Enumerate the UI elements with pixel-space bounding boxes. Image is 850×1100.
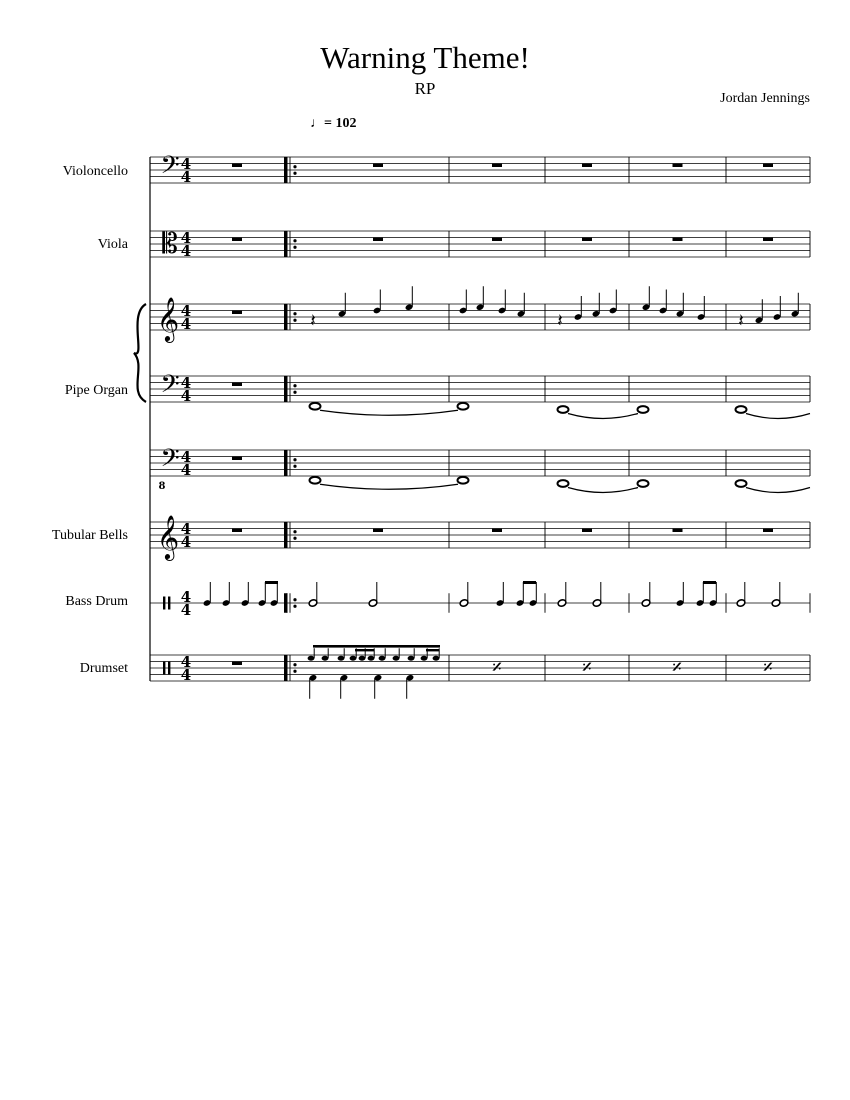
label-pipe-organ: Pipe Organ <box>64 383 128 398</box>
hi-hat-note <box>368 656 375 661</box>
repeat-dot <box>293 605 296 608</box>
staff-1 <box>150 227 810 260</box>
beam <box>265 581 278 584</box>
repeat-thick-barline <box>284 655 288 681</box>
label-drumset: Drumset <box>79 661 128 676</box>
whole-rest <box>673 529 683 533</box>
repeat-dot <box>293 670 296 673</box>
score-title: Warning Theme! <box>320 40 530 75</box>
time-sig-denominator: 4 <box>180 168 192 186</box>
quarter-rest: 𝄽 <box>557 310 563 332</box>
beam <box>523 581 536 584</box>
repeat-thick-barline <box>284 304 288 330</box>
whole-rest <box>373 529 383 533</box>
percussion-clef-icon <box>168 662 170 675</box>
repeat-dot <box>293 172 296 175</box>
whole-rest <box>492 238 502 242</box>
whole-rest <box>232 662 242 666</box>
repeat-thick-barline <box>284 522 288 548</box>
whole-note <box>458 403 469 410</box>
repeat-measure-icon: 𝄎 <box>763 655 773 679</box>
repeat-thick-barline <box>284 450 288 476</box>
hi-hat-note <box>393 656 400 661</box>
tie <box>568 414 638 419</box>
repeat-dot <box>293 663 296 666</box>
whole-note <box>638 406 649 413</box>
whole-note <box>310 477 321 484</box>
time-sig-numerator: 4 <box>180 520 192 538</box>
repeat-thick-barline <box>284 157 288 183</box>
hi-hat-note <box>433 656 440 661</box>
whole-rest <box>232 238 242 242</box>
treble-clef-icon: 𝄞 <box>156 297 180 342</box>
hi-hat-note <box>408 656 415 661</box>
hi-hat-note <box>421 656 428 661</box>
whole-note <box>310 403 321 410</box>
staff-4 <box>150 444 810 492</box>
time-sig-denominator: 4 <box>180 533 192 551</box>
time-sig-numerator: 4 <box>180 653 192 671</box>
whole-rest <box>232 311 242 315</box>
repeat-thick-barline <box>284 593 288 613</box>
label-bass-drum: Bass Drum <box>65 594 128 609</box>
whole-note <box>638 480 649 487</box>
time-sig-denominator: 4 <box>180 666 192 684</box>
tie <box>320 410 458 415</box>
label-tubular-bells: Tubular Bells <box>51 528 128 543</box>
whole-rest <box>582 164 592 168</box>
tie <box>746 488 810 493</box>
bass-clef-icon: 𝄢 <box>160 369 180 405</box>
whole-rest <box>673 164 683 168</box>
whole-rest <box>232 164 242 168</box>
hi-hat-note <box>308 656 315 661</box>
time-sig-denominator: 4 <box>180 461 192 479</box>
whole-note <box>458 477 469 484</box>
hi-hat-note <box>322 656 329 661</box>
whole-note <box>736 406 747 413</box>
repeat-measure-icon: 𝄎 <box>492 655 502 679</box>
percussion-clef-icon <box>163 597 165 610</box>
repeat-dot <box>293 319 296 322</box>
staff-0 <box>150 151 810 186</box>
whole-rest <box>232 383 242 387</box>
quarter-rest: 𝄽 <box>738 310 744 332</box>
whole-rest <box>673 238 683 242</box>
time-sig-denominator: 4 <box>180 315 192 333</box>
percussion-clef-icon <box>168 597 170 610</box>
repeat-dot <box>293 239 296 242</box>
beam <box>313 645 440 648</box>
percussion-clef-icon <box>163 662 165 675</box>
treble-clef-icon: 𝄞 <box>156 515 180 560</box>
label-viola: Viola <box>97 237 128 252</box>
repeat-dot <box>293 458 296 461</box>
repeat-thick-barline <box>284 376 288 402</box>
quarter-note-icon: ♩ <box>310 116 324 131</box>
repeat-dot <box>293 598 296 601</box>
repeat-dot <box>293 165 296 168</box>
tempo-value: = 102 <box>324 116 357 131</box>
time-sig-numerator: 4 <box>180 448 192 466</box>
time-sig-numerator: 4 <box>180 229 192 247</box>
bass-clef-icon: 𝄢 <box>160 443 180 479</box>
staff-2 <box>150 297 810 343</box>
repeat-dot <box>293 391 296 394</box>
whole-note <box>736 480 747 487</box>
hi-hat-note <box>379 656 386 661</box>
repeat-thick-barline <box>284 231 288 257</box>
hi-hat-note <box>359 656 366 661</box>
whole-rest <box>373 238 383 242</box>
repeat-measure-icon: 𝄎 <box>672 655 682 679</box>
staves <box>134 151 810 684</box>
whole-rest <box>492 164 502 168</box>
staff-7 <box>150 653 810 684</box>
piano-brace <box>134 304 146 402</box>
bass-clef-icon: 𝄢 <box>160 150 180 186</box>
whole-rest <box>232 529 242 533</box>
repeat-dot <box>293 537 296 540</box>
quarter-rest: 𝄽 <box>310 310 316 332</box>
tie <box>320 484 458 489</box>
beam <box>703 581 716 584</box>
repeat-dot <box>293 246 296 249</box>
hi-hat-note <box>338 656 345 661</box>
repeat-dot <box>293 384 296 387</box>
whole-note <box>558 480 569 487</box>
time-sig-numerator: 4 <box>180 155 192 173</box>
whole-rest <box>582 238 592 242</box>
whole-rest <box>492 529 502 533</box>
repeat-dot <box>293 530 296 533</box>
tie <box>746 414 810 419</box>
repeat-measure-icon: 𝄎 <box>582 655 592 679</box>
score-subtitle: RP <box>414 79 436 98</box>
whole-rest <box>763 164 773 168</box>
alto-clef-icon: 𝄡 <box>162 227 178 260</box>
whole-rest <box>232 457 242 461</box>
whole-rest <box>582 529 592 533</box>
composer-name: Jordan Jennings <box>720 91 810 106</box>
whole-note <box>558 406 569 413</box>
octave-marker: 8 <box>158 481 166 492</box>
repeat-dot <box>293 465 296 468</box>
label-violoncello: Violoncello <box>62 164 128 179</box>
time-sig-numerator: 4 <box>180 588 192 606</box>
time-sig-numerator: 4 <box>180 374 192 392</box>
staff-5 <box>150 515 810 561</box>
staff-3 <box>150 370 810 405</box>
beam <box>355 649 374 651</box>
whole-rest <box>763 238 773 242</box>
beam <box>426 649 439 651</box>
tie <box>568 488 638 493</box>
time-sig-denominator: 4 <box>180 242 192 260</box>
time-sig-numerator: 4 <box>180 302 192 320</box>
whole-rest <box>373 164 383 168</box>
time-sig-denominator: 4 <box>180 601 192 619</box>
hi-hat-note <box>350 656 357 661</box>
repeat-dot <box>293 312 296 315</box>
whole-rest <box>763 529 773 533</box>
time-sig-denominator: 4 <box>180 387 192 405</box>
